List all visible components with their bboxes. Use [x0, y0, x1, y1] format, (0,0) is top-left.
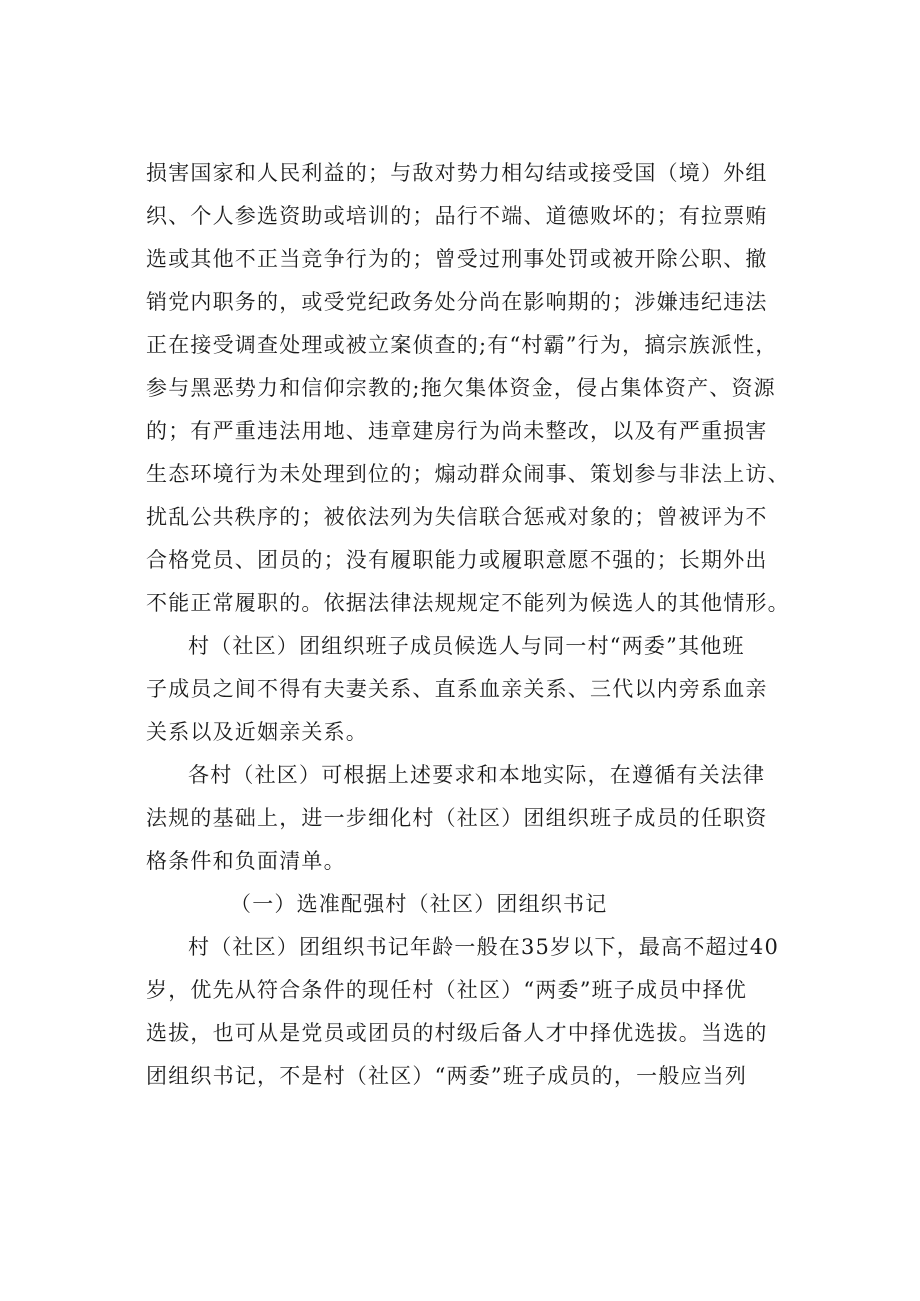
document-body: [146, 152, 814, 1098]
text-line: 格条件和负面清单。: [146, 849, 346, 873]
text-line: 法规的基础上，进一步细化村（社区）团组织班子成员的任职资: [146, 806, 768, 830]
text-line: 关系以及近姻亲关系。: [146, 720, 368, 744]
text-line: 的；有严重违法用地、违章建房行为尚未整改，以及有严重损害: [146, 419, 768, 443]
text-line: 子成员之间不得有夫妻关系、直系血亲关系、三代以内旁系血亲: [146, 677, 768, 701]
text-line: 选拔，也可从是党员或团员的村级后备人才中择优选拔。当选的: [146, 1021, 768, 1045]
text-line: 生态环境行为未处理到位的；煽动群众闹事、策划参与非法上访、: [146, 462, 790, 486]
text-line: 损害国家和人民利益的；与敌对势力相勾结或接受国（境）外组: [146, 161, 768, 185]
text-line: 参与黑恶势力和信仰宗教的;拖欠集体资金，侵占集体资产、资源: [146, 376, 776, 400]
text-line: 销党内职务的，或受党纪政务处分尚在影响期的；涉嫌违纪违法: [146, 290, 768, 314]
section-heading: （一）选准配强村（社区）团组织书记: [230, 892, 608, 916]
paragraph-first-line: 村（社区）团组织班子成员候选人与同一村“两委”其他班: [188, 634, 745, 658]
paragraph-first-line: 各村（社区）可根据上述要求和本地实际，在遵循有关法律: [188, 763, 766, 787]
text-line: 选或其他不正当竞争行为的；曾受过刑事处罚或被开除公职、撤: [146, 247, 768, 271]
text-line: 正在接受调查处理或被立案侦查的;有“村霸”行为，搞宗族派性，: [146, 333, 778, 357]
paragraph-first-line: 村（社区）团组织书记年龄一般在35岁以下，最高不超过40: [188, 935, 780, 959]
text-line: 团组织书记，不是村（社区）“两委”班子成员的，一般应当列: [146, 1064, 748, 1088]
text-line: 不能正常履职的。依据法律法规规定不能列为候选人的其他情形。: [146, 591, 790, 615]
text-line: 合格党员、团员的；没有履职能力或履职意愿不强的；长期外出: [146, 548, 768, 572]
text-line: 扰乱公共秩序的；被依法列为失信联合惩戒对象的；曾被评为不: [146, 505, 768, 529]
text-line: 织、个人参选资助或培训的；品行不端、道德败坏的；有拉票贿: [146, 204, 768, 228]
text-line: 岁，优先从符合条件的现任村（社区）“两委”班子成员中择优: [146, 978, 748, 1002]
